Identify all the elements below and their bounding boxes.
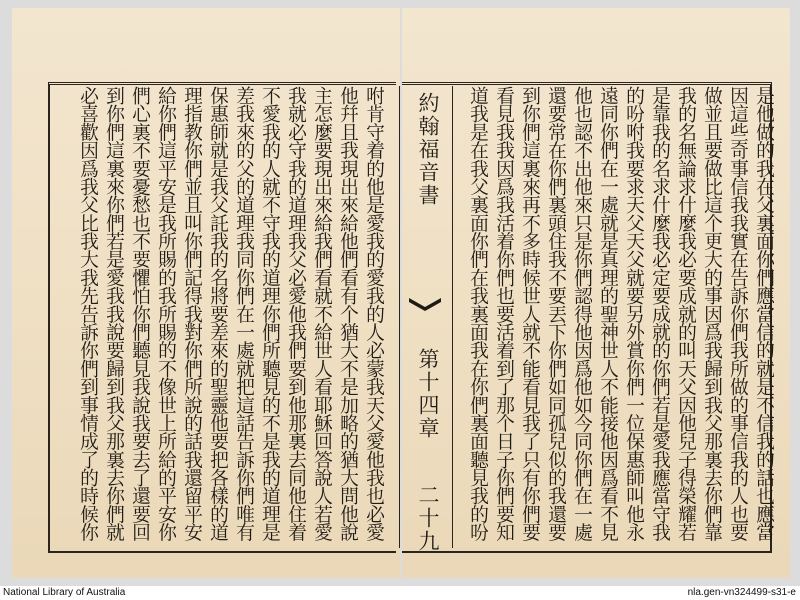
text-column: 因這些奇事信我我實在告訴你們我所做的事信我的人也要 xyxy=(727,86,748,541)
library-credit: National Library of Australia xyxy=(3,587,126,598)
text-column: 是靠我的名求什麼我必定要成就的你們若是愛我應當守我 xyxy=(649,86,670,541)
footer-bar xyxy=(0,586,800,600)
text-column: 做並且要做比這个更大的事因爲我歸到我父那裏去你們靠 xyxy=(701,86,722,541)
text-column: 是他做的我在父裏面你們應當信的就是不信我的話也應當 xyxy=(753,86,774,541)
text-column: 的吩咐我要求天父天父就要另外賞你們一位保惠師叫他永 xyxy=(623,86,644,541)
fish-tail-ornament xyxy=(408,296,442,318)
book-title: 約翰福音書 xyxy=(416,92,440,207)
text-column: 還要常在你們裏頭住我不要丟下你們如同孤兒似的我還要 xyxy=(545,86,566,541)
text-column: 到你們這裏來再不多時候世人就不能看見我了只有你們要 xyxy=(519,86,540,541)
text-column: 必喜歡因爲我父比我大我先告訴你們到事情成了的時候你 xyxy=(77,86,98,541)
text-column: 保惠師就是我父託我的名將要差來的聖靈他要把各樣的道 xyxy=(207,86,228,541)
center-gutter xyxy=(399,86,453,553)
text-column: 不愛我的人就不守我的道理你們所聽見的不是我的道理是 xyxy=(259,86,280,541)
text-column: 主怎麼要現出來給我們看就不給世人看耶穌回答說人若愛 xyxy=(311,86,332,541)
text-column: 給你們這平安是我所賜的我所賜的不像世上所給的平安你 xyxy=(155,86,176,541)
text-column: 到你們這裏來你們若是愛我我說要歸到我父那裏去你們就 xyxy=(103,86,124,541)
text-column: 咐肯守着的他是愛我的愛我的人必蒙我天父愛他我也必愛 xyxy=(363,86,384,541)
text-column: 差我來的父的道理我同你們在一處就把這話告訴你們唯有 xyxy=(233,86,254,541)
page-number: 二十九 xyxy=(416,484,440,553)
text-column: 他幷且我現出來給他們看有个猶大不是加略的猶大問他說 xyxy=(337,86,358,541)
text-column: 遠同你們在一處就是真理的聖神世人不能接他因爲看不見 xyxy=(597,86,618,541)
chapter-heading: 第十四章 xyxy=(416,348,440,440)
text-column: 我就必守我的道理我父必愛他我們要到他那裏去同他住着 xyxy=(285,86,306,541)
text-column: 道我是在我父裏面你們在我裏面我在你們裏面聽見我的吩 xyxy=(467,86,488,541)
text-column: 他也認不出他來只是你們認得他因爲他如今同你們在一處 xyxy=(571,86,592,541)
text-column: 看見我我因爲我活着你們也要活着到了那个日子你們要知 xyxy=(493,86,514,541)
text-column: 們心裏不要憂愁也不要懼怕你們聽見我說我要去了還要回 xyxy=(129,86,150,541)
item-identifier: nla.gen-vn324499-s31-e xyxy=(687,587,796,598)
text-column: 理指教你們並且叫你們記得我對你們所說的話我還留平安 xyxy=(181,86,202,541)
text-column: 我的名無論求什麼我必要成就的叫天父因他兒子得榮耀若 xyxy=(675,86,696,541)
